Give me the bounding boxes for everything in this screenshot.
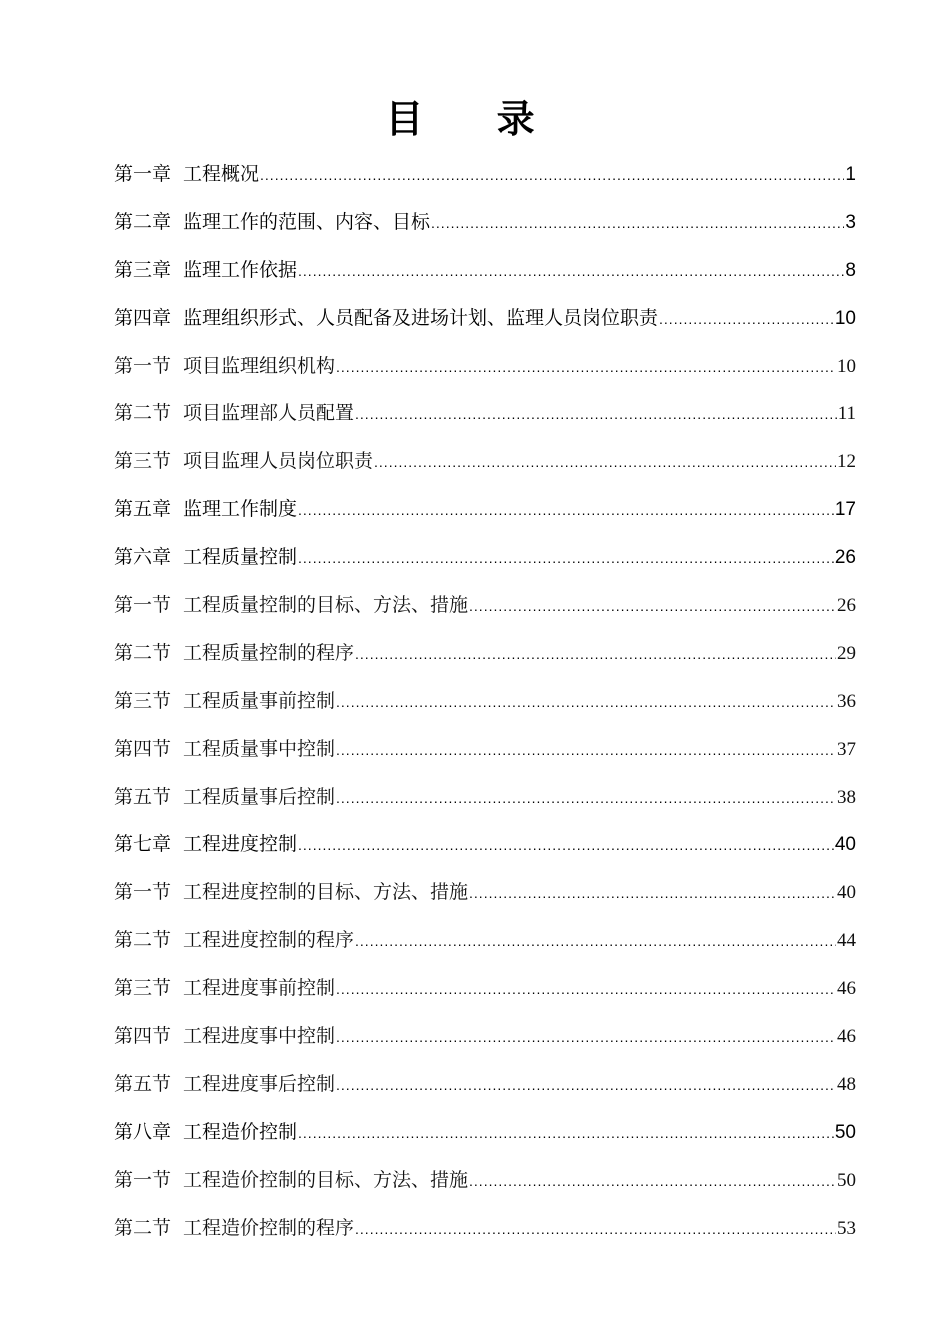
- toc-entry-number: 第二节: [114, 1216, 172, 1239]
- toc-entry-title: 工程造价控制的目标、方法、措施: [183, 1168, 469, 1191]
- toc-entry-title: 工程质量控制: [183, 546, 298, 569]
- toc-entry-page-number: 11: [837, 403, 856, 425]
- toc-entry-title: 监理工作的范围、内容、目标: [183, 210, 431, 233]
- toc-entry-title: 工程进度控制的程序: [183, 929, 355, 952]
- toc-dot-leader: [298, 487, 834, 535]
- toc-entry-page-number: 1: [845, 164, 856, 185]
- toc-dot-leader: [355, 1206, 836, 1254]
- toc-dot-leader: [336, 1062, 836, 1110]
- toc-section-entry[interactable]: [114, 438, 856, 486]
- toc-dot-leader: [336, 775, 836, 823]
- toc-entry-title: 工程进度事后控制: [183, 1072, 336, 1095]
- toc-dot-leader: [469, 870, 836, 918]
- toc-dot-leader: [298, 248, 844, 296]
- toc-entry-page-number: 36: [837, 690, 856, 712]
- toc-section-entry[interactable]: [114, 774, 856, 822]
- toc-entry-page-number: 50: [834, 1121, 856, 1143]
- toc-dot-leader: [336, 344, 836, 392]
- toc-dot-leader: [355, 918, 836, 966]
- toc-chapter-entry[interactable]: [114, 247, 856, 295]
- toc-entry-title: 监理工作依据: [183, 258, 298, 281]
- toc-entry-title: 项目监理人员岗位职责: [183, 450, 374, 473]
- toc-entry-page-number: 50: [837, 1169, 856, 1191]
- toc-dot-leader: [336, 679, 836, 727]
- toc-entry-page-number: 38: [837, 786, 856, 808]
- toc-entry-number: 第五节: [114, 1072, 172, 1095]
- toc-dot-leader: [298, 535, 834, 583]
- toc-dot-leader: [355, 391, 837, 439]
- toc-entry-number: 第一节: [114, 881, 172, 904]
- toc-entry-number: 第一节: [114, 1168, 172, 1191]
- toc-entry-number: 第二节: [114, 641, 172, 664]
- toc-section-entry[interactable]: [114, 1013, 856, 1061]
- toc-entry-title: 项目监理部人员配置: [183, 402, 355, 425]
- toc-title: 目 录: [385, 97, 565, 141]
- toc-entry-number: 第二章: [114, 210, 172, 233]
- toc-section-entry[interactable]: [114, 582, 856, 630]
- toc-dot-leader: [469, 583, 836, 631]
- toc-entry-title: 工程质量事后控制: [183, 785, 336, 808]
- toc-entry-page-number: 10: [837, 355, 856, 377]
- toc-entry-title: 工程质量控制的程序: [183, 641, 355, 664]
- toc-entry-page-number: 37: [837, 738, 856, 760]
- toc-entry-number: 第三章: [114, 258, 172, 281]
- toc-chapter-entry[interactable]: [114, 295, 856, 343]
- toc-dot-leader: [336, 966, 836, 1014]
- toc-entry-number: 第一节: [114, 354, 172, 377]
- toc-entry-number: 第二节: [114, 402, 172, 425]
- toc-chapter-entry[interactable]: [114, 821, 856, 869]
- toc-entry-title: 工程质量控制的目标、方法、措施: [183, 594, 469, 617]
- toc-entry-number: 第五节: [114, 785, 172, 808]
- toc-list: [114, 151, 856, 1252]
- toc-dot-leader: [374, 439, 836, 487]
- toc-entry-number: 第四节: [114, 1025, 172, 1048]
- toc-entry-page-number: 53: [837, 1217, 856, 1239]
- toc-section-entry[interactable]: [114, 917, 856, 965]
- toc-entry-page-number: 26: [834, 547, 856, 569]
- toc-dot-leader: [336, 1014, 836, 1062]
- toc-section-entry[interactable]: [114, 869, 856, 917]
- toc-entry-page-number: 48: [837, 1073, 856, 1095]
- toc-entry-title: 工程进度控制: [183, 833, 298, 856]
- toc-chapter-entry[interactable]: [114, 199, 856, 247]
- toc-entry-title: 工程质量事前控制: [183, 689, 336, 712]
- toc-entry-page-number: 10: [834, 307, 856, 329]
- toc-entry-number: 第一章: [114, 163, 172, 185]
- toc-entry-title: 工程造价控制的程序: [183, 1216, 355, 1239]
- toc-entry-title: 工程进度事前控制: [183, 977, 336, 1000]
- toc-entry-title: 工程质量事中控制: [183, 737, 336, 760]
- toc-entry-page-number: 46: [837, 978, 856, 1000]
- toc-entry-page-number: 40: [837, 882, 856, 904]
- toc-entry-page-number: 44: [837, 930, 856, 952]
- toc-dot-leader: [659, 296, 834, 344]
- toc-entry-number: 第三节: [114, 450, 172, 473]
- toc-chapter-entry[interactable]: [114, 1109, 856, 1157]
- toc-section-entry[interactable]: [114, 678, 856, 726]
- toc-section-entry[interactable]: [114, 1061, 856, 1109]
- toc-entry-title: 监理工作制度: [183, 498, 298, 521]
- toc-entry-title: 工程概况: [183, 163, 260, 185]
- toc-entry-number: 第四节: [114, 737, 172, 760]
- toc-dot-leader: [431, 200, 844, 248]
- toc-entry-number: 第一节: [114, 594, 172, 617]
- toc-section-entry[interactable]: [114, 390, 856, 438]
- toc-entry-page-number: 26: [837, 595, 856, 617]
- toc-entry-number: 第六章: [114, 546, 172, 569]
- toc-dot-leader: [260, 152, 844, 200]
- toc-entry-page-number: 46: [837, 1026, 856, 1048]
- toc-entry-number: 第七章: [114, 833, 172, 856]
- toc-entry-title: 项目监理组织机构: [183, 354, 336, 377]
- toc-section-entry[interactable]: [114, 630, 856, 678]
- toc-entry-page-number: 8: [845, 259, 856, 281]
- toc-section-entry[interactable]: [114, 343, 856, 391]
- toc-entry-page-number: 40: [834, 834, 856, 856]
- toc-entry-number: 第五章: [114, 498, 172, 521]
- toc-entry-number: 第三节: [114, 689, 172, 712]
- toc-dot-leader: [469, 1158, 836, 1206]
- toc-entry-page-number: 3: [845, 211, 856, 233]
- toc-entry-title: 监理组织形式、人员配备及进场计划、监理人员岗位职责: [183, 306, 659, 329]
- toc-dot-leader: [336, 727, 836, 775]
- toc-dot-leader: [298, 1110, 834, 1158]
- toc-entry-number: 第八章: [114, 1120, 172, 1143]
- toc-entry-page-number: 12: [837, 451, 856, 473]
- toc-dot-leader: [298, 822, 834, 870]
- toc-section-entry[interactable]: [114, 726, 856, 774]
- toc-entry-page-number: 17: [834, 499, 856, 521]
- toc-chapter-entry[interactable]: [114, 534, 856, 582]
- toc-entry-title: 工程造价控制: [183, 1120, 298, 1143]
- toc-entry-number: 第二节: [114, 929, 172, 952]
- toc-chapter-entry[interactable]: [114, 486, 856, 534]
- toc-section-entry[interactable]: [114, 965, 856, 1013]
- toc-entry-number: 第四章: [114, 306, 172, 329]
- toc-entry-title: 工程进度事中控制: [183, 1025, 336, 1048]
- toc-chapter-entry[interactable]: [114, 151, 856, 199]
- toc-section-entry[interactable]: [114, 1205, 856, 1253]
- toc-entry-number: 第三节: [114, 977, 172, 1000]
- toc-section-entry[interactable]: [114, 1157, 856, 1205]
- toc-dot-leader: [355, 631, 836, 679]
- toc-entry-title: 工程进度控制的目标、方法、措施: [183, 881, 469, 904]
- toc-entry-page-number: 29: [837, 642, 856, 664]
